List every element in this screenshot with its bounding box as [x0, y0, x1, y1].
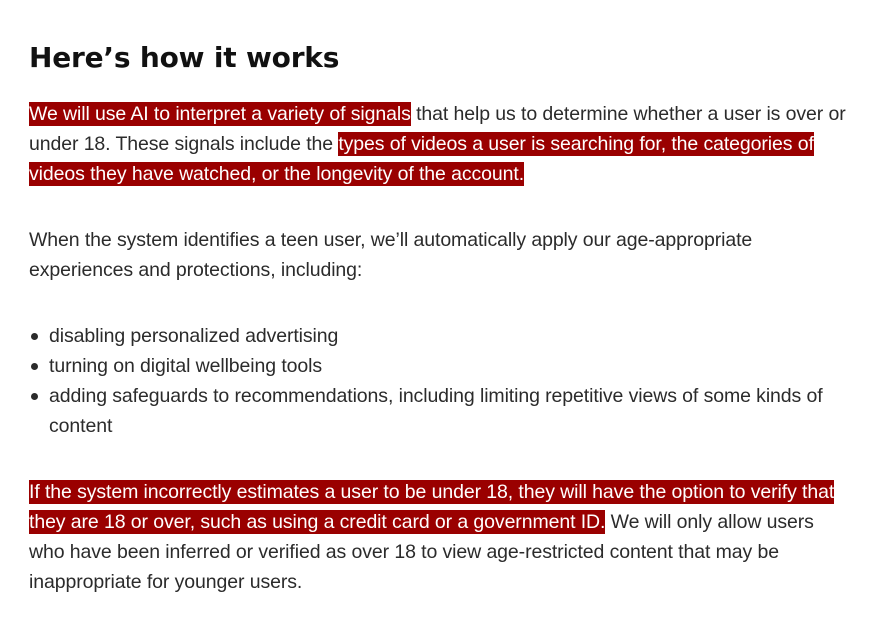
verification-paragraph [29, 477, 849, 597]
highlighted-text: If the system incorrectly estimates a user to be under 18, they will have the option to verify that they are 18 or over, such as using a credit card or a government ID. [29, 481, 835, 533]
paragraph-text: We will only allow users who have been inferred or verified as over 18 to view age-restricted content that may be inappropriate for younger users. [29, 511, 814, 593]
article-section [29, 38, 849, 597]
list-item: turning on digital wellbeing tools [49, 351, 849, 381]
protections-list [29, 321, 849, 441]
paragraph-text: that help us to determine whether a user is over or under 18. These signals include the [29, 103, 846, 155]
list-item: disabling personalized advertising [49, 321, 849, 351]
signals-paragraph [29, 99, 849, 189]
teen-user-paragraph: When the system identifies a teen user, we’ll automatically apply our age-appropriate experiences and protections, including: [29, 229, 753, 281]
highlighted-text: We will use AI to interpret a variety of signals [29, 103, 411, 125]
list-item: adding safeguards to recommendations, including limiting repetitive views of some kinds of content [49, 381, 849, 441]
section-heading: Here’s how it works [29, 41, 340, 74]
highlighted-text: types of videos a user is searching for, the categories of videos they have watched, or the longevity of the account. [29, 133, 814, 185]
